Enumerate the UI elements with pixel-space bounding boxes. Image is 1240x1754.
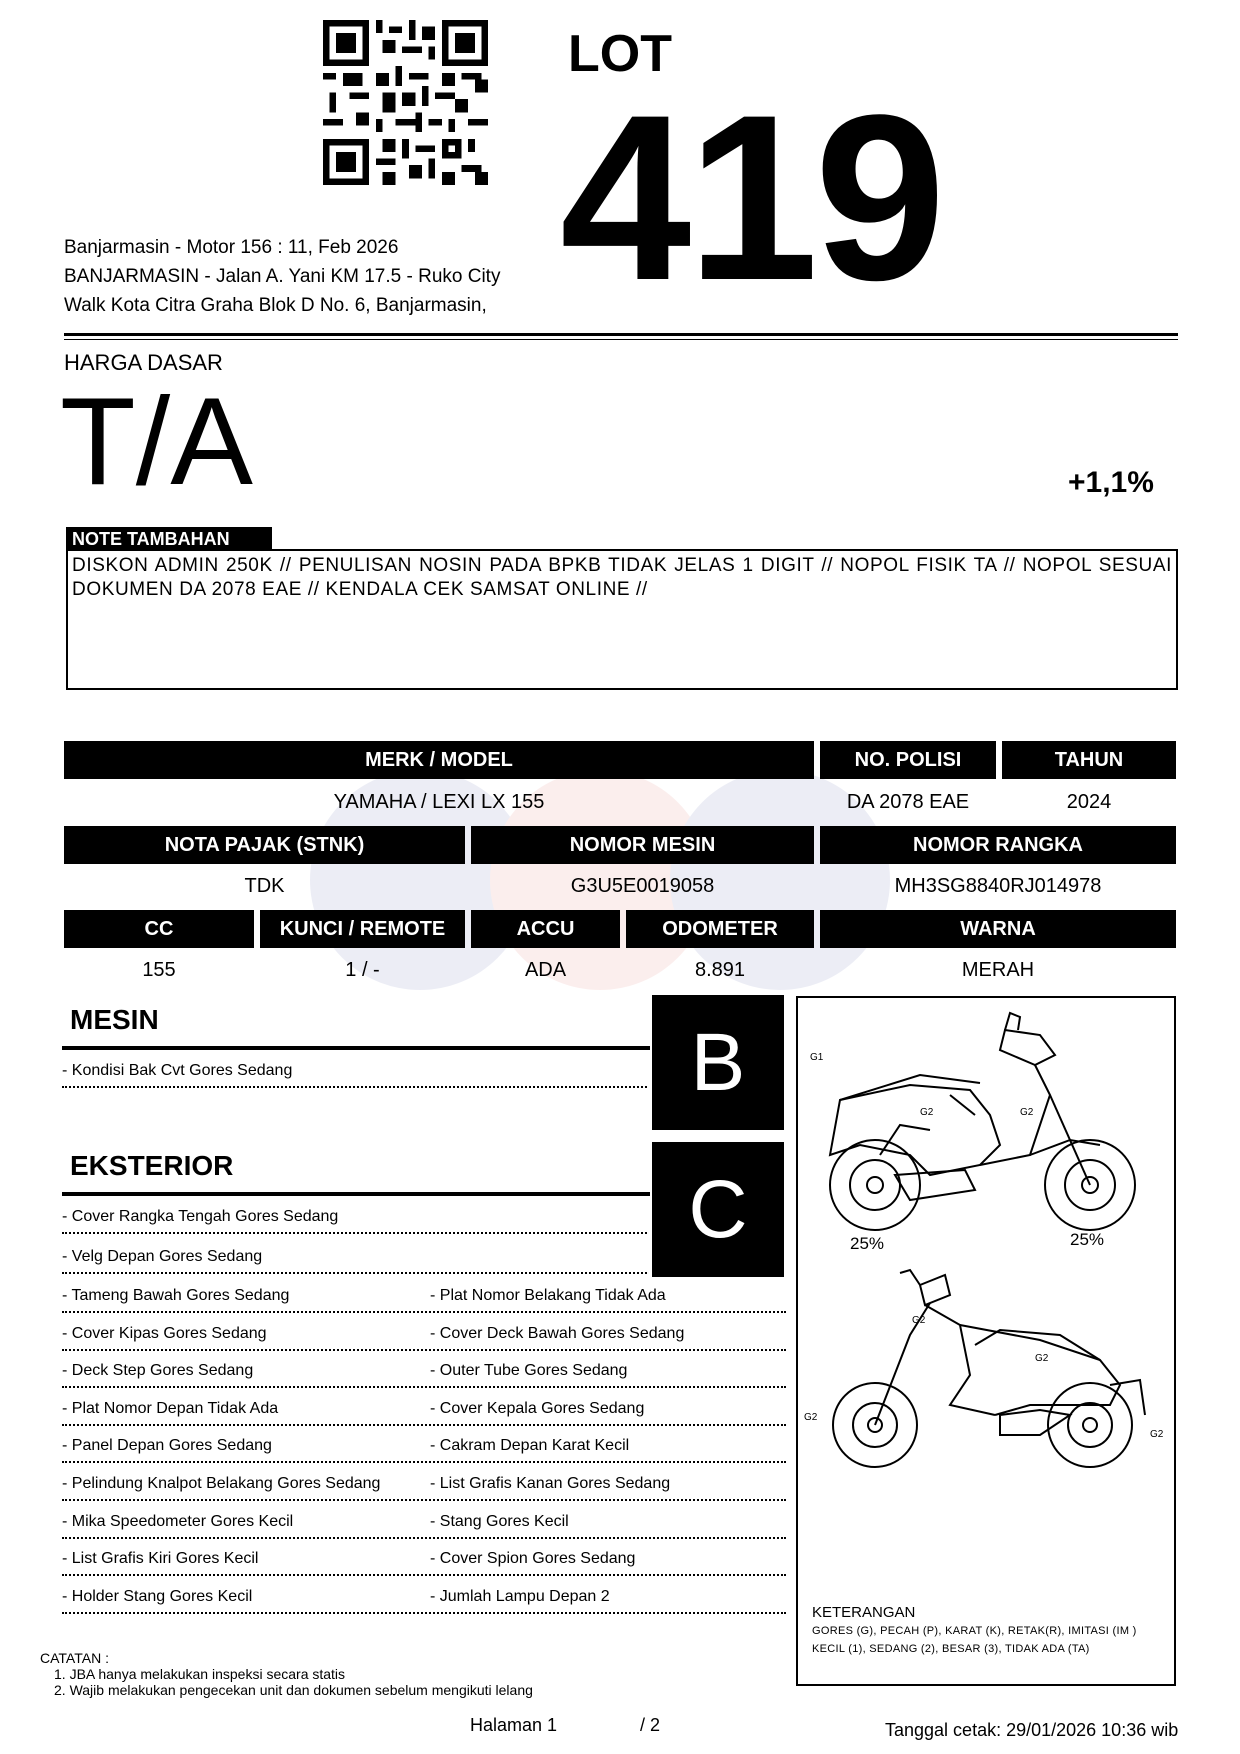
eksterior-item: - Plat Nomor Depan Tidak Ada bbox=[62, 1400, 279, 1417]
print-date: Tanggal cetak: 29/01/2026 10:36 wib bbox=[885, 1720, 1179, 1740]
eksterior-title: EKSTERIOR bbox=[70, 1150, 234, 1181]
eksterior-item: - Panel Depan Gores Sedang bbox=[62, 1437, 272, 1454]
eksterior-item-divider bbox=[62, 1499, 786, 1501]
eksterior-item-divider bbox=[62, 1311, 786, 1313]
motorcycle-side-view-right bbox=[800, 1265, 1172, 1480]
mesin-item-divider bbox=[62, 1086, 647, 1088]
diagram-label-g2: G2 bbox=[1035, 1353, 1049, 1364]
header-rule-thin bbox=[64, 339, 1178, 340]
diagram-label-g2: G2 bbox=[912, 1315, 926, 1326]
tire-front-percent: 25% bbox=[1070, 1230, 1105, 1249]
eksterior-item-divider bbox=[62, 1537, 786, 1539]
mesin-item: - Kondisi Bak Cvt Gores Sedang bbox=[62, 1062, 293, 1079]
qr-code bbox=[323, 20, 488, 185]
header-no-polisi: NO. POLISI bbox=[820, 741, 996, 779]
value-merk-model: YAMAHA / LEXI LX 155 bbox=[333, 791, 545, 813]
harga-dasar-label: HARGA DASAR bbox=[64, 350, 223, 375]
eksterior-item-divider bbox=[62, 1424, 786, 1426]
header-nota-pajak: NOTA PAJAK (STNK) bbox=[64, 826, 465, 864]
diagram-label-g1: G1 bbox=[810, 1052, 824, 1063]
eksterior-item: - List Grafis Kiri Gores Kecil bbox=[62, 1550, 259, 1567]
diagram-label-g2: G2 bbox=[804, 1412, 818, 1423]
eksterior-item: - Cover Kepala Gores Sedang bbox=[430, 1400, 645, 1417]
page-total: / 2 bbox=[640, 1715, 661, 1735]
catatan-item-1: 1. JBA hanya melakukan inspeksi secara statis bbox=[54, 1666, 346, 1682]
header-tahun: TAHUN bbox=[1002, 741, 1176, 779]
eksterior-item-divider bbox=[62, 1349, 786, 1351]
page-label: Halaman 1 bbox=[470, 1715, 558, 1735]
eksterior-item: - Cover Deck Bawah Gores Sedang bbox=[430, 1325, 685, 1342]
eksterior-item-divider bbox=[62, 1272, 647, 1274]
header-merk-model: MERK / MODEL bbox=[64, 741, 814, 779]
header-nomor-rangka: NOMOR RANGKA bbox=[820, 826, 1176, 864]
eksterior-item-divider bbox=[62, 1461, 786, 1463]
value-odometer: 8.891 bbox=[694, 959, 746, 981]
tire-rear-percent: 25% bbox=[850, 1234, 885, 1253]
eksterior-item: - Cover Rangka Tengah Gores Sedang bbox=[62, 1208, 339, 1225]
value-warna: MERAH bbox=[961, 959, 1035, 981]
address-line-2: Walk Kota Citra Graha Blok D No. 6, Banjarmasin, bbox=[64, 295, 487, 316]
note-tambahan-box bbox=[66, 549, 1178, 690]
percentage-badge: +1,1% bbox=[1068, 466, 1154, 499]
header-odometer: ODOMETER bbox=[626, 910, 814, 948]
eksterior-rule bbox=[62, 1192, 650, 1196]
eksterior-item-divider bbox=[62, 1232, 647, 1234]
keterangan-title: KETERANGAN bbox=[812, 1604, 916, 1621]
eksterior-item: - Jumlah Lampu Depan 2 bbox=[430, 1588, 610, 1605]
value-nomor-mesin: G3U5E0019058 bbox=[570, 875, 715, 897]
eksterior-item: - Cover Spion Gores Sedang bbox=[430, 1550, 636, 1567]
note-tambahan-text: DISKON ADMIN 250K // PENULISAN NOSIN PADA BPKB TIDAK JELAS 1 DIGIT // NOPOL FISIK TA // NOPOL SESUAI DOKUMEN DA 2078 EAE // KENDALA CEK SAMSAT ONLINE // bbox=[72, 555, 1172, 600]
eksterior-item-divider bbox=[62, 1386, 786, 1388]
address-line-1: BANJARMASIN - Jalan A. Yani KM 17.5 - Ruko City bbox=[64, 266, 501, 287]
keterangan-line-2: KECIL (1), SEDANG (2), BESAR (3), TIDAK ADA (TA) bbox=[812, 1643, 1090, 1655]
keterangan-line-1: GORES (G), PECAH (P), KARAT (K), RETAK(R), IMITASI (IM ) bbox=[812, 1625, 1137, 1637]
eksterior-item: - Velg Depan Gores Sedang bbox=[62, 1248, 263, 1265]
eksterior-grade: C bbox=[652, 1142, 784, 1277]
lot-number: 419 bbox=[560, 66, 942, 330]
eksterior-item: - Tameng Bawah Gores Sedang bbox=[62, 1287, 290, 1304]
header-nomor-mesin: NOMOR MESIN bbox=[471, 826, 814, 864]
mesin-title: MESIN bbox=[70, 1004, 159, 1035]
lot-label: LOT bbox=[568, 25, 672, 83]
diagram-label-g2: G2 bbox=[1150, 1429, 1164, 1440]
header-kunci-remote: KUNCI / REMOTE bbox=[260, 910, 465, 948]
eksterior-item-divider bbox=[62, 1612, 786, 1614]
value-no-polisi: DA 2078 EAE bbox=[846, 791, 970, 813]
catatan-item-2: 2. Wajib melakukan pengecekan unit dan dokumen sebelum mengikuti lelang bbox=[54, 1682, 533, 1698]
diagram-label-g2: G2 bbox=[1020, 1107, 1034, 1118]
eksterior-item-divider bbox=[62, 1574, 786, 1576]
eksterior-item: - List Grafis Kanan Gores Sedang bbox=[430, 1475, 671, 1492]
eksterior-item: - Holder Stang Gores Kecil bbox=[62, 1588, 253, 1605]
diagram-label-g2: G2 bbox=[920, 1107, 934, 1118]
value-cc: 155 bbox=[142, 959, 176, 981]
header-rule bbox=[64, 333, 1178, 336]
value-nomor-rangka: MH3SG8840RJ014978 bbox=[894, 875, 1102, 897]
eksterior-item: - Cover Kipas Gores Sedang bbox=[62, 1325, 267, 1342]
auction-event: Banjarmasin - Motor 156 : 11, Feb 2026 bbox=[64, 237, 399, 258]
header-cc: CC bbox=[64, 910, 254, 948]
harga-dasar-value: T/A bbox=[60, 373, 253, 511]
eksterior-item: - Plat Nomor Belakang Tidak Ada bbox=[430, 1287, 666, 1304]
eksterior-item: - Cakram Depan Karat Kecil bbox=[430, 1437, 630, 1454]
note-tambahan-label: NOTE TAMBAHAN bbox=[66, 527, 272, 551]
catatan-title: CATATAN : bbox=[40, 1650, 109, 1666]
header-accu: ACCU bbox=[471, 910, 620, 948]
motorcycle-side-view-left bbox=[800, 1005, 1172, 1255]
eksterior-item: - Mika Speedometer Gores Kecil bbox=[62, 1513, 294, 1530]
mesin-grade: B bbox=[652, 995, 784, 1130]
eksterior-item: - Pelindung Knalpot Belakang Gores Sedang bbox=[62, 1475, 381, 1492]
value-kunci-remote: 1 / - bbox=[345, 959, 380, 981]
value-tahun: 2024 bbox=[1066, 791, 1112, 813]
eksterior-item: - Outer Tube Gores Sedang bbox=[430, 1362, 628, 1379]
value-accu: ADA bbox=[524, 959, 567, 981]
eksterior-item: - Deck Step Gores Sedang bbox=[62, 1362, 254, 1379]
eksterior-item: - Stang Gores Kecil bbox=[430, 1513, 569, 1530]
header-warna: WARNA bbox=[820, 910, 1176, 948]
value-nota-pajak: TDK bbox=[244, 875, 285, 897]
mesin-rule bbox=[62, 1046, 650, 1050]
